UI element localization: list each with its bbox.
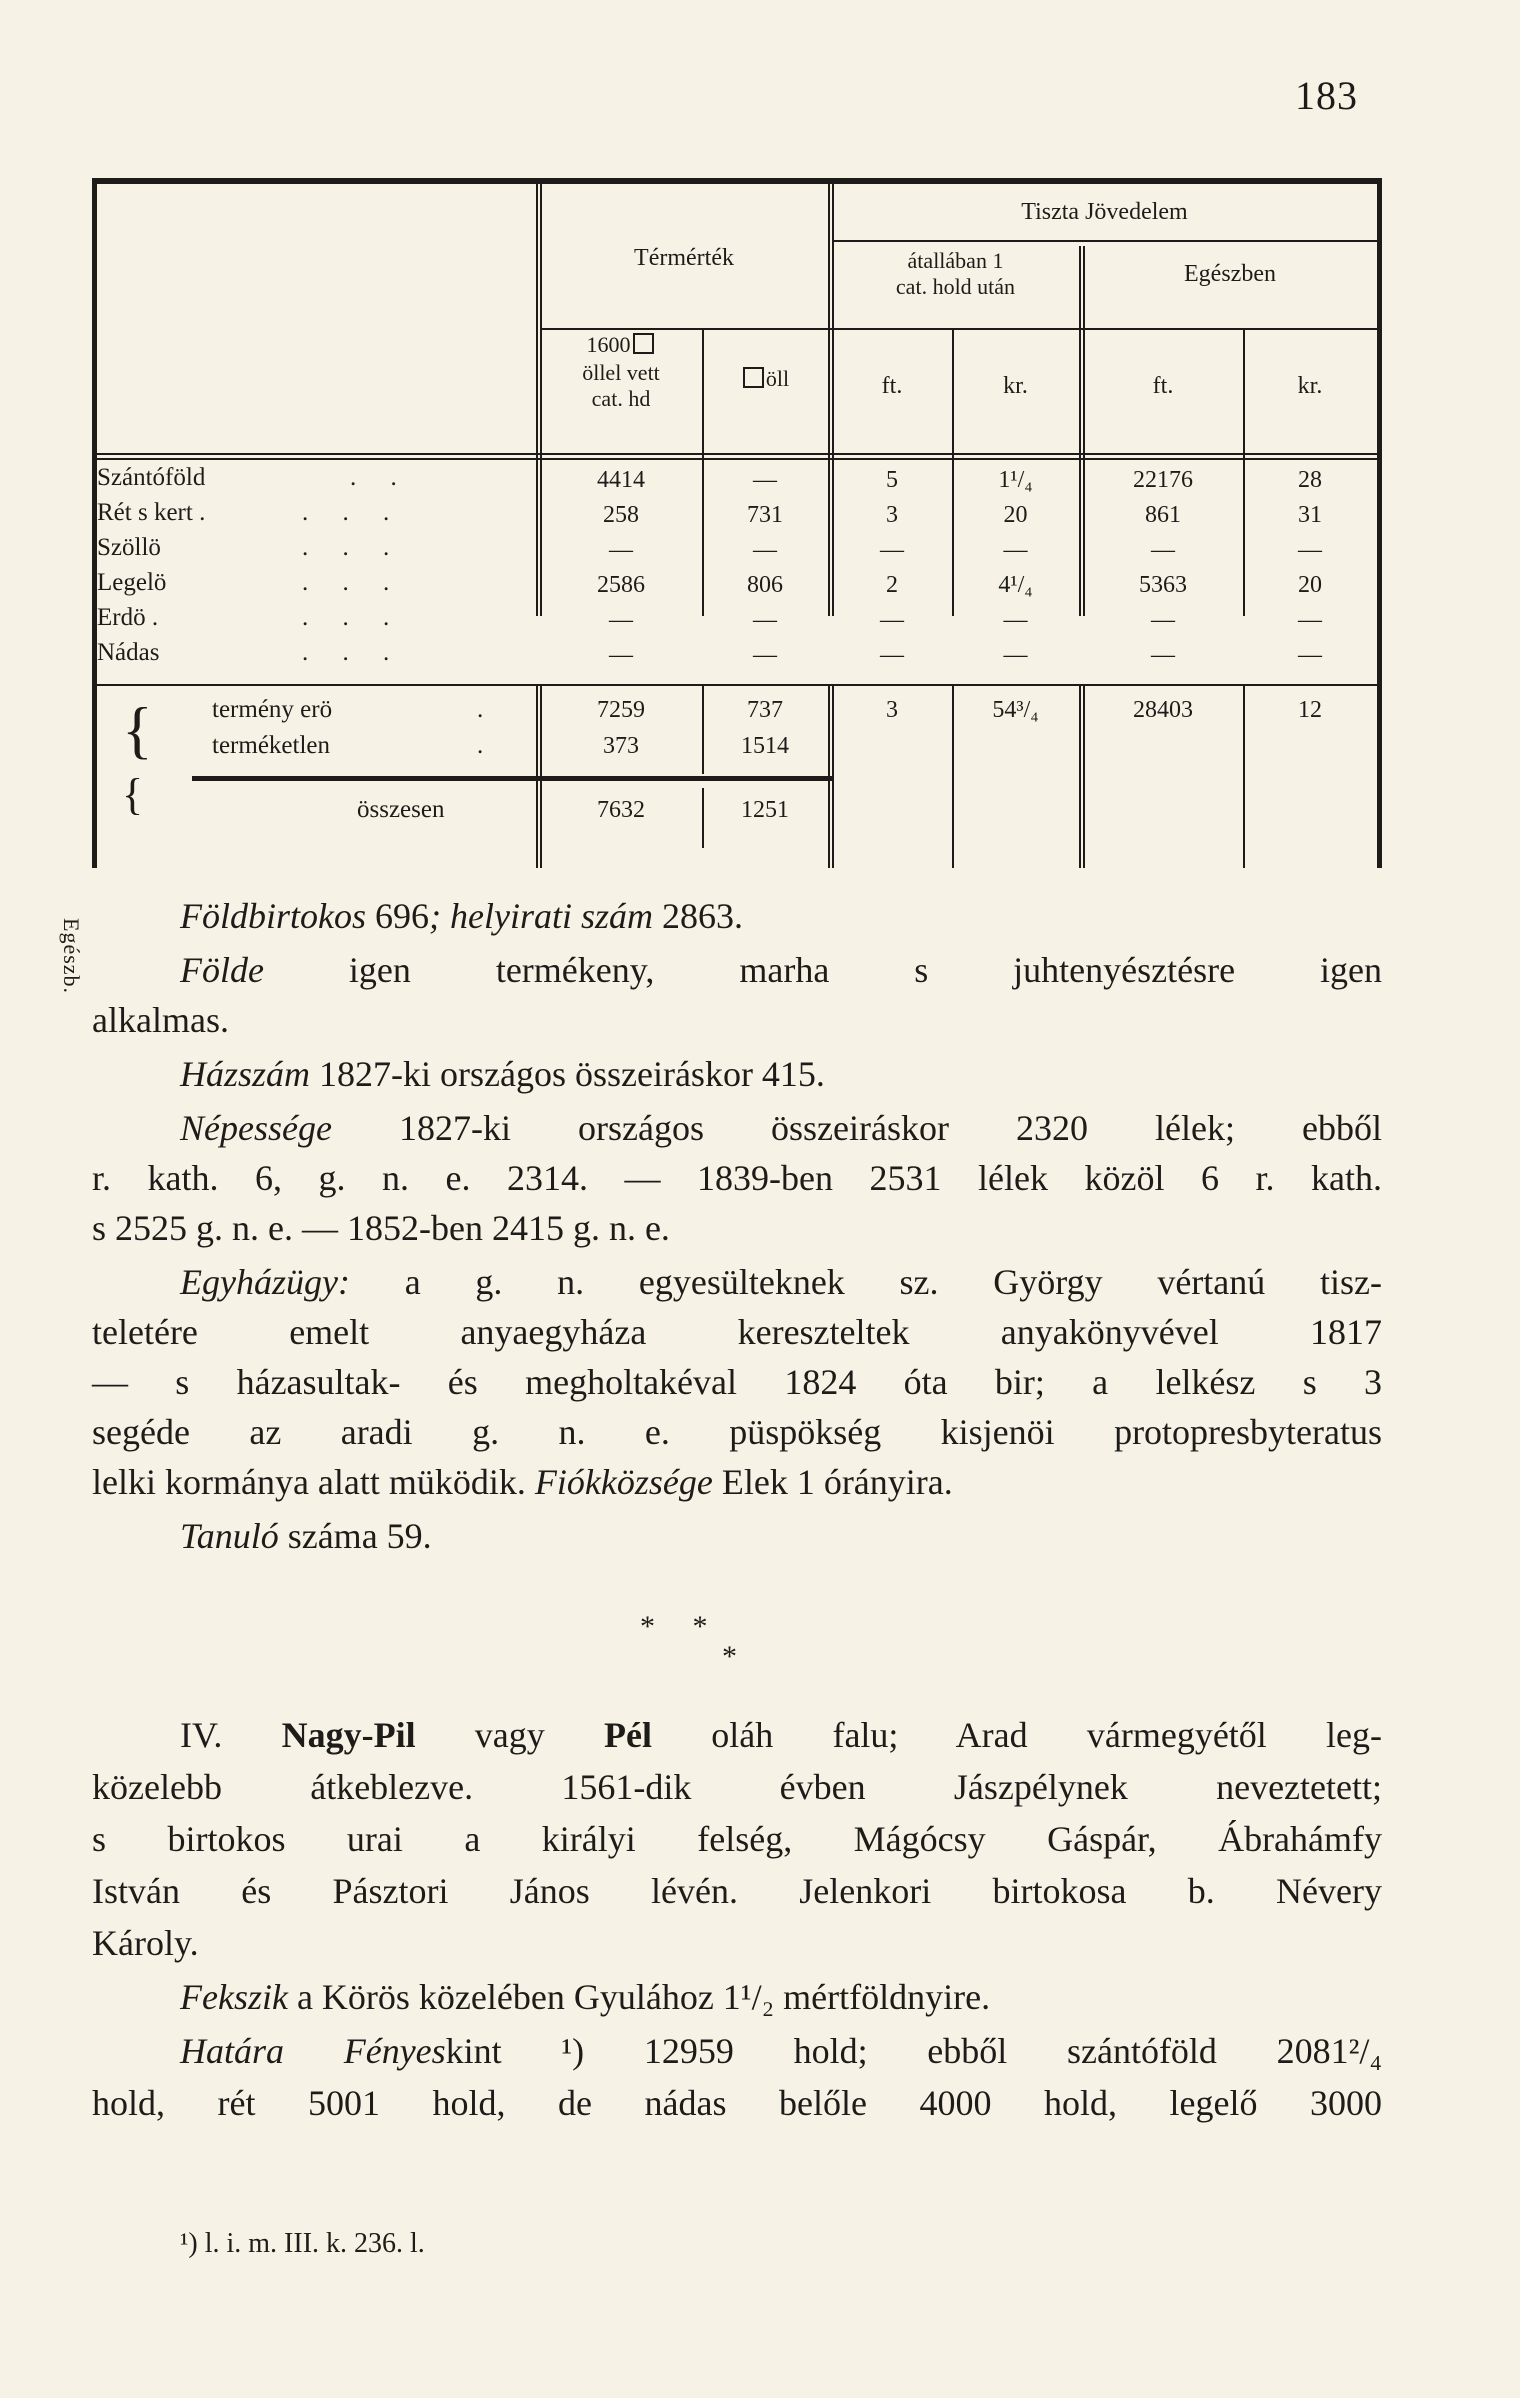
paragraph-nepessege-1	[92, 1105, 1382, 1151]
termeny-ero-v2: 737	[747, 697, 783, 723]
table-cell: 20	[1003, 502, 1028, 528]
header-cat-hold-utan: cat. hold után	[895, 274, 1016, 299]
text: lelki kormánya alatt müködik.	[92, 1462, 526, 1502]
table-cell: 31	[1298, 502, 1322, 528]
table-cell: 22176	[1133, 467, 1193, 493]
table-cell: —	[1298, 607, 1322, 633]
summary-kr-total: 12	[1298, 697, 1322, 723]
term-hatara-fenyes: Határa Fényes	[180, 2031, 446, 2071]
text: 1827-ki országos összeiráskor 2320 lélek; ebből	[331, 1108, 1382, 1148]
header-1600	[540, 332, 702, 358]
section-stars-top: * *	[640, 1610, 708, 1643]
summary-ft: 3	[886, 697, 898, 723]
table-cell: 5363	[1139, 572, 1187, 598]
term-fiokkozsege: Fiókközsége	[534, 1462, 713, 1502]
row-label: Rét s kert .	[97, 499, 206, 526]
row-label-termeketlen: terméketlen	[212, 732, 330, 759]
text: oláh falu; Arad vármegyétől leg-	[652, 1715, 1383, 1755]
paragraph-tanulo	[92, 1513, 1382, 1559]
table-cell: 731	[747, 502, 783, 528]
term-fekszik: Fekszik	[180, 1977, 288, 2017]
row-leader-dots: . . .	[302, 604, 404, 631]
paragraph-hatara-1	[92, 2028, 1382, 2074]
paragraph-fekszik	[92, 1974, 1382, 2020]
table-cell: —	[753, 607, 777, 633]
table-cell: 28	[1298, 467, 1322, 493]
header-ft-1: ft.	[881, 373, 903, 399]
row-label: Szántóföld	[97, 464, 206, 491]
text: IV.	[180, 1715, 223, 1755]
paragraph-foldbirtokos	[92, 893, 1382, 939]
paragraph-hazszam	[92, 1051, 1382, 1097]
table-cell: —	[1003, 537, 1028, 563]
table-cell: 2586	[597, 572, 645, 598]
text: vagy	[415, 1715, 605, 1755]
summary-kr: 54³/₄	[992, 697, 1039, 723]
table-cell: —	[880, 537, 904, 563]
header-egeszben: Egészben	[1184, 261, 1276, 287]
table-cell: 3	[886, 502, 898, 528]
row-label-osszesen: összesen	[357, 796, 445, 823]
row-dot: .	[477, 696, 484, 723]
table-cell: 1¹/₄	[998, 467, 1033, 493]
row-label: Legelö	[97, 569, 167, 596]
term-hazszam: Házszám	[180, 1054, 311, 1094]
section-stars-bottom: *	[722, 1640, 737, 1673]
paragraph-nagy-pil-1	[92, 1712, 1382, 1758]
square-symbol-icon	[633, 333, 654, 354]
term-egyhazugy: Egyházügy:	[180, 1262, 350, 1302]
paragraph-hatara-2: hold, rét 5001 hold, de nádas belőle 4000 hold, legelő 3000	[92, 2083, 1382, 2123]
paragraph-nagy-pil-4: István és Pásztori János lévén. Jelenkori birtokosa b. Névery	[92, 1871, 1382, 1911]
termeny-ero-v1: 7259	[597, 697, 645, 723]
header-kr-2: kr.	[1297, 373, 1323, 399]
header-ollel-vett	[540, 360, 702, 386]
paragraph-folde-1	[92, 947, 1382, 993]
table-cell: —	[1003, 642, 1028, 668]
text: 1827-ki országos összeiráskor 415.	[310, 1054, 825, 1094]
paragraph-nagy-pil-5: Károly.	[92, 1923, 199, 1963]
row-leader-dots: . . .	[302, 569, 404, 596]
table-cell: 4¹/₄	[998, 572, 1033, 598]
table-cell: —	[609, 607, 633, 633]
text: száma 59.	[278, 1516, 432, 1556]
table-cell: 861	[1145, 502, 1181, 528]
row-label: Erdö .	[97, 604, 159, 631]
summary-ft-total: 28403	[1133, 697, 1193, 723]
egeszben-side-label: Egészb.	[59, 918, 84, 995]
brace-lower-icon: {	[122, 770, 144, 819]
table-cell: 2	[886, 572, 898, 598]
table-cell: 258	[603, 502, 639, 528]
text: Elek 1 órányira.	[712, 1462, 953, 1502]
footnote: ¹) l. i. m. III. k. 236. l.	[180, 2228, 425, 2259]
table-right-rule	[1377, 178, 1382, 868]
term-helyirati: ; helyirati szám	[429, 896, 653, 936]
table-cell: —	[609, 537, 633, 563]
termeketlen-v2: 1514	[741, 733, 789, 759]
page-number: 183	[1295, 73, 1358, 118]
row-leader-dots: . . .	[302, 639, 404, 666]
table-top-rule	[92, 178, 1382, 184]
header-cat-hd: cat. hd	[591, 386, 651, 411]
header-ollel-vett-text: öllel vett	[582, 360, 660, 385]
row-leader-dots: . .	[350, 464, 411, 491]
text: kint ¹) 12959 hold; ebből szántóföld 2081²/₄	[445, 2031, 1382, 2071]
header-tiszta-jovedelem: Tiszta Jövedelem	[1021, 199, 1188, 225]
term-folde: Földe	[180, 950, 264, 990]
table-cell: —	[880, 607, 904, 633]
place-name-nagy-pil: Nagy-Pil	[281, 1715, 416, 1755]
text: 696	[366, 896, 429, 936]
square-symbol-icon	[743, 367, 764, 388]
text: 2863.	[652, 896, 743, 936]
row-dot: .	[477, 732, 484, 759]
header-termertek: Térmérték	[634, 245, 734, 271]
table-cell: —	[609, 642, 633, 668]
osszesen-v2: 1251	[741, 797, 789, 823]
table-cell: 20	[1298, 572, 1322, 598]
text: a Körös közelében Gyulához 1¹/₂ mértföldnyire.	[287, 1977, 991, 2017]
paragraph-nepessege-2: r. kath. 6, g. n. e. 2314. — 1839-ben 2531 lélek közöl 6 r. kath.	[92, 1158, 1382, 1198]
paragraph-nagy-pil-3: s birtokos urai a királyi felség, Mágócsy Gáspár, Ábrahámfy	[92, 1819, 1382, 1859]
term-nepessege: Népessége	[180, 1108, 332, 1148]
row-label: Szöllö	[97, 534, 161, 561]
row-label: Nádas	[97, 639, 160, 666]
row-leader-dots: . . .	[302, 534, 404, 561]
header-oll-text: öll	[765, 366, 790, 391]
header-oll	[702, 366, 828, 392]
header-kr-1: kr.	[1003, 373, 1028, 399]
place-name-pel: Pél	[604, 1715, 653, 1755]
table-cell: —	[1298, 642, 1322, 668]
paragraph-egyhazugy-5	[92, 1459, 1382, 1505]
paragraph-egyhazugy-3: — s házasultak- és megholtakéval 1824 óta bir; a lelkész s 3	[92, 1362, 1382, 1402]
text: a g. n. egyesülteknek sz. György vértanú tisz-	[349, 1262, 1382, 1302]
header-ft-2: ft.	[1152, 373, 1174, 399]
table-cell: 806	[747, 572, 783, 598]
table-cell: 4414	[597, 467, 645, 493]
paragraph-folde-2: alkalmas.	[92, 1000, 229, 1040]
text: igen termékeny, marha s juhtenyésztésre igen	[263, 950, 1382, 990]
brace-icon: {	[122, 694, 153, 765]
table-cell: —	[753, 537, 777, 563]
paragraph-egyhazugy-1	[92, 1259, 1382, 1305]
paragraph-egyhazugy-4: segéde az aradi g. n. e. püspökség kisjenöi protopresbyteratus	[92, 1412, 1382, 1452]
table-cell: —	[1151, 537, 1175, 563]
table-cell: —	[1003, 607, 1028, 633]
row-leader-dots: . . .	[302, 499, 404, 526]
term-foldbirtokos: Földbirtokos	[180, 896, 366, 936]
paragraph-egyhazugy-2: teletére emelt anyaegyháza kereszteltek anyakönyvével 1817	[92, 1312, 1382, 1352]
osszesen-v1: 7632	[597, 797, 645, 823]
table-cell: —	[753, 467, 777, 493]
header-atallaban: átallában 1	[907, 248, 1004, 273]
table-cell: —	[880, 642, 904, 668]
table-cell: —	[1151, 607, 1175, 633]
paragraph-nagy-pil-2: közelebb átkeblezve. 1561-dik évben Jászpélynek neveztetett;	[92, 1767, 1382, 1807]
table-cell: 5	[886, 467, 898, 493]
term-tanulo: Tanuló	[180, 1516, 279, 1556]
row-label-termeny-ero: termény erö	[212, 696, 333, 723]
table-cell: —	[1298, 537, 1322, 563]
table-cell: —	[753, 642, 777, 668]
table-cell: —	[1151, 642, 1175, 668]
header-1600-text: 1600	[586, 332, 631, 357]
termeketlen-v1: 373	[603, 733, 639, 759]
paragraph-nepessege-3: s 2525 g. n. e. — 1852-ben 2415 g. n. e.	[92, 1208, 670, 1248]
